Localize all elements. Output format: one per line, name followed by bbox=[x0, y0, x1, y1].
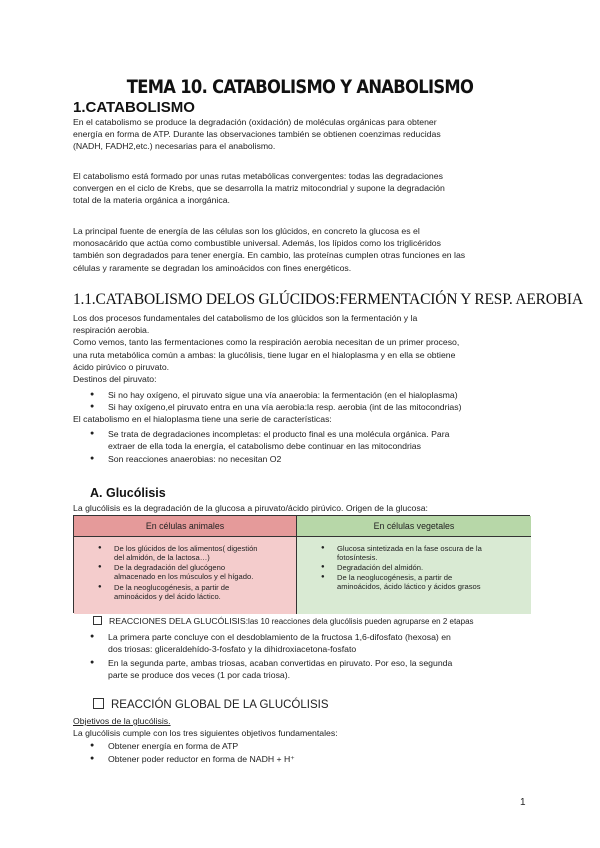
list-item: ● En la segunda parte, ambas triosas, acaban convertidas en piruvato. Por eso, la segunda parte se produce dos veces (1 por cada triosa). bbox=[90, 658, 453, 680]
bullet-icon: ● bbox=[90, 742, 95, 749]
text-line: (NADH, FADH2,etc.) necesarias para el anabolismo. bbox=[73, 141, 276, 152]
objetivos-intro: La glucólisis cumple con los tres siguientes objetivos fundamentales: bbox=[73, 728, 338, 738]
text-line: Los dos procesos fundamentales del catabolismo de los glúcidos son la fermentación y la bbox=[73, 313, 418, 323]
objetivos-label: Objetivos de la glucólisis. bbox=[73, 716, 171, 726]
text-line: una ruta metabólica común a ambas: la glucólisis, tiene lugar en el hialoplasma y en ella se obtiene bbox=[73, 349, 456, 360]
reaccion-global-line: REACCIÓN GLOBAL DE LA GLUCÓLISIS bbox=[93, 698, 329, 711]
bullet-icon: ● bbox=[90, 455, 95, 462]
list-item: ● Si hay oxígeno,el piruvato entra en una vía aerobia:la resp. aerobia (int de las mitocondrias) bbox=[90, 402, 462, 412]
paragraph-2 bbox=[73, 170, 533, 207]
list-item: ● Obtener poder reductor en forma de NADH + H⁺ bbox=[90, 754, 295, 764]
section11-intro bbox=[73, 312, 533, 385]
table-cell-animales bbox=[74, 537, 297, 614]
subsection-heading-glucolisis: A. Glucólisis bbox=[90, 486, 166, 500]
list-item: ● De la degradación del glucógeno almacenado en los músculos y el hígado. bbox=[98, 563, 254, 582]
text-line: El catabolismo está formado por unas rutas metabólicas convergentes: todas las degradaciones bbox=[73, 171, 443, 181]
glucolisis-intro: La glucólisis es la degradación de la glucosa a piruvato/ácido pirúvico. Origen de la glucosa: bbox=[73, 503, 428, 513]
paragraph-3 bbox=[73, 225, 533, 274]
bullet-icon: ● bbox=[321, 545, 325, 551]
list-item: ● De los glúcidos de los alimentos( digestión del almidón, de la lactosa…) bbox=[98, 544, 258, 563]
list-item: ● De la neoglucogénesis, a partir de aminoácidos, ácido láctico y ácidos grasos bbox=[321, 573, 481, 592]
bullet-icon: ● bbox=[90, 633, 95, 640]
table-header-vegetales: En células vegetales bbox=[297, 516, 531, 537]
bullet-icon: ● bbox=[98, 584, 102, 590]
list-item: ● Degradación del almidón. bbox=[321, 563, 424, 572]
list-item: ● Se trata de degradaciones incompletas: el producto final es una molécula orgánica. Para extraer de ella toda la energía, el catabolismo debe continuar en las mitocondrias bbox=[90, 429, 450, 451]
page-number: 1 bbox=[520, 797, 526, 808]
table-cell-vegetales bbox=[297, 537, 531, 614]
text-line: Como vemos, tanto las fermentaciones como la respiración aerobia necesitan de un primer proceso, bbox=[73, 337, 460, 348]
table-header-animales: En células animales bbox=[74, 516, 297, 537]
checkbox-icon[interactable] bbox=[93, 698, 104, 709]
bullet-icon: ● bbox=[90, 755, 95, 762]
checkbox-icon[interactable] bbox=[93, 616, 102, 625]
origin-table bbox=[73, 515, 530, 613]
text-line: convergen en el ciclo de Krebs, que se desarrolla la matriz mitocondrial y supone la degradación bbox=[73, 183, 445, 194]
bullet-icon: ● bbox=[321, 564, 325, 570]
caracteristicas-label: El catabolismo en el hialoplasma tiene una serie de características: bbox=[73, 414, 332, 424]
list-item: ● Glucosa sintetizada en la fase oscura de la fotosíntesis. bbox=[321, 544, 482, 563]
text-line: En el catabolismo se produce la degradación (oxidación) de moléculas orgánicas para obtener bbox=[73, 117, 437, 127]
list-item: ● Son reacciones anaerobias: no necesitan O2 bbox=[90, 454, 282, 464]
section-heading-glucidos: 1.1.CATABOLISMO DELOS GLÚCIDOS:FERMENTACIÓN Y RESP. AEROBIA bbox=[73, 291, 583, 308]
page-title: TEMA 10. CATABOLISMO Y ANABOLISMO bbox=[126, 76, 474, 98]
destinos-label: Destinos del piruvato: bbox=[73, 374, 157, 385]
bullet-icon: ● bbox=[321, 574, 325, 580]
bullet-icon: ● bbox=[90, 659, 95, 666]
bullet-icon: ● bbox=[90, 391, 95, 398]
list-item: ● Si no hay oxígeno, el piruvato sigue una vía anaerobia: la fermentación (en el hialoplasma) bbox=[90, 390, 458, 400]
text-line: células y raramente se degradan los aminoácidos con fines energéticos. bbox=[73, 262, 352, 273]
text-line: total de la materia orgánica a inorgánica. bbox=[73, 195, 230, 206]
list-item: ● La primera parte concluye con el desdoblamiento de la fructosa 1,6-difosfato (hexosa) en dos triosas: gliceraldehído-3-fosfato y la dihidroxiacetona-fosfato bbox=[90, 632, 451, 654]
text-line: monosacárido que actúa como combustible universal. Además, los lípidos como los triglicéridos bbox=[73, 238, 441, 249]
text-line: La principal fuente de energía de las células son los glúcidos, en concreto la glucosa es el bbox=[73, 226, 420, 236]
list-item: ● De la neoglucogénesis, a partir de aminoácidos y del ácido láctico. bbox=[98, 583, 230, 602]
text-line: energía en forma de ATP. Durante las observaciones también se obtienen coenzimas reducidas bbox=[73, 129, 441, 140]
text-line: también son degradados para tener energía. En cambio, las proteínas cumplen otras funciones en las bbox=[73, 250, 466, 261]
bullet-icon: ● bbox=[90, 430, 95, 437]
paragraph-1 bbox=[73, 116, 533, 153]
bullet-icon: ● bbox=[90, 403, 95, 410]
reacciones-line: REACCIONES DELA GLUCÓLISIS:las 10 reacciones dela glucólisis pueden agruparse en 2 etapas bbox=[93, 616, 474, 626]
bullet-icon: ● bbox=[98, 564, 102, 570]
section-heading-catabolismo: 1.CATABOLISMO bbox=[73, 99, 195, 116]
text-line: ácido pirúvico o piruvato. bbox=[73, 361, 170, 372]
text-line: respiración aerobia. bbox=[73, 325, 150, 336]
list-item: ● Obtener energía en forma de ATP bbox=[90, 741, 239, 751]
bullet-icon: ● bbox=[98, 545, 102, 551]
